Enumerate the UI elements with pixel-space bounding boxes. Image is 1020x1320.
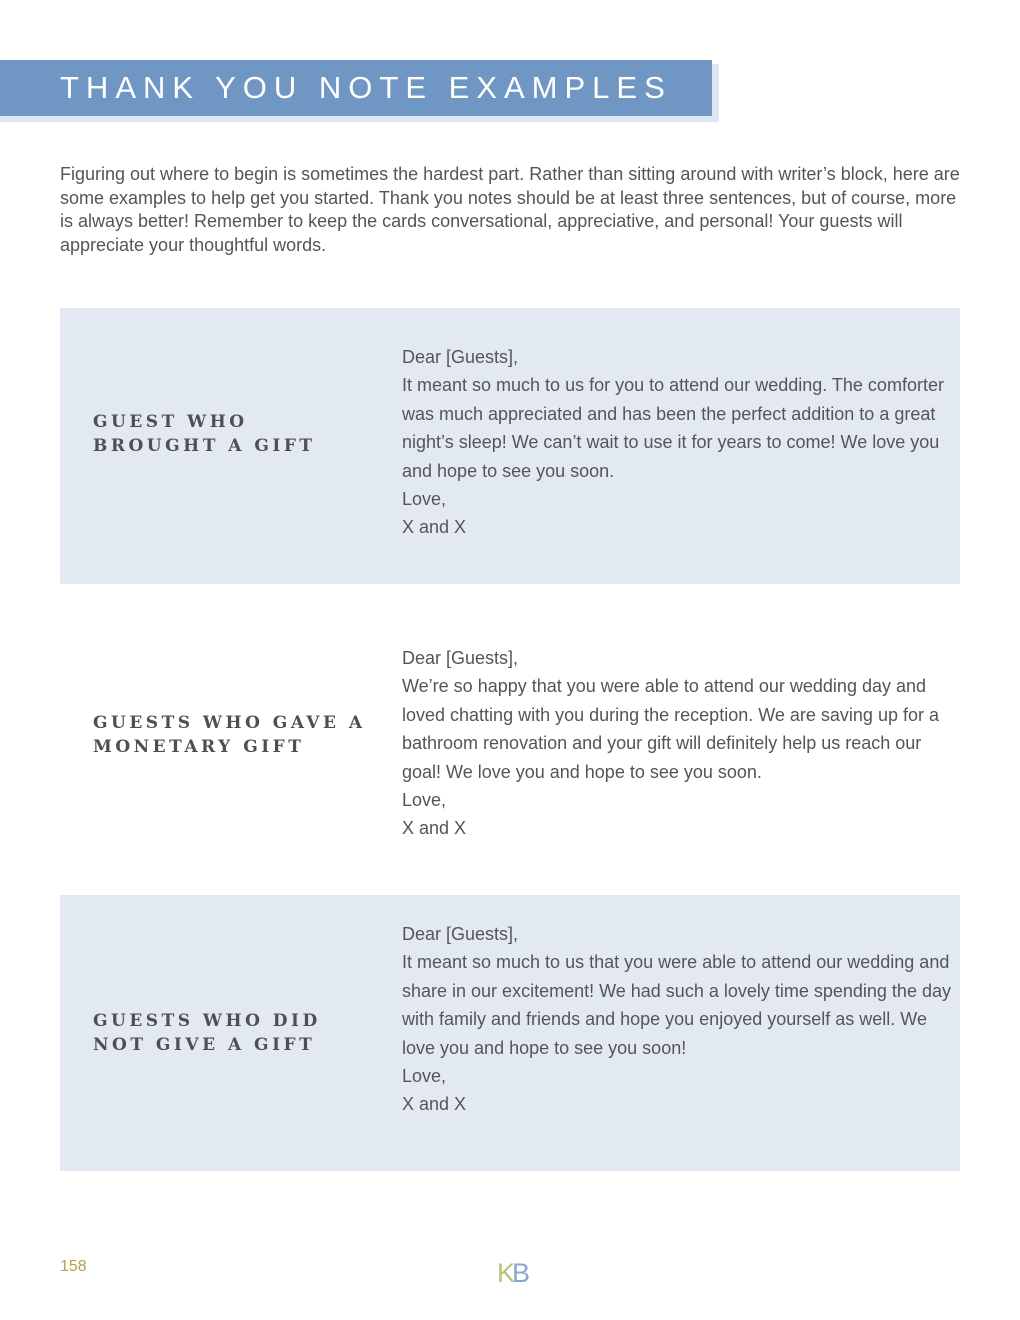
logo-letter: B xyxy=(512,1258,528,1288)
section-label-line: NOT GIVE A GIFT xyxy=(93,1035,316,1055)
letter-body: We’re so happy that you were able to attend our wedding day and loved chatting with you during the reception. We are saving up for a bathroom renovation and your gift will definitely help us reach our goal! We love you and hope to see you soon. xyxy=(402,676,939,782)
note-section-gift xyxy=(60,308,960,584)
letter-greeting: Dear [Guests], xyxy=(402,924,519,944)
section-label xyxy=(93,711,378,759)
letter-closing: Love, xyxy=(402,790,447,811)
kb-logo xyxy=(497,1258,527,1288)
letter-closing: Love, xyxy=(402,1066,447,1087)
letter-greeting: Dear [Guests], xyxy=(402,347,519,367)
note-section-monetary xyxy=(60,609,960,885)
letter-closing: Love, xyxy=(402,489,447,510)
example-letter xyxy=(402,644,952,843)
letter-body: It meant so much to us for you to attend our wedding. The comforter was much appreciated and has been the perfect addition to a great night’s sleep! We can’t wait to use it for years to come! We love you and hope to see you soon. xyxy=(402,375,944,481)
letter-signature: X and X xyxy=(402,1094,467,1115)
section-label-line: GUESTS WHO GAVE A xyxy=(93,713,366,733)
section-label-line: BROUGHT A GIFT xyxy=(93,436,316,456)
note-section-no-gift xyxy=(60,895,960,1171)
letter-greeting: Dear [Guests], xyxy=(402,648,519,668)
logo-letter: K xyxy=(497,1258,513,1288)
page-number: 158 xyxy=(60,1258,87,1275)
section-label-line: GUESTS WHO DID xyxy=(93,1011,321,1031)
intro-paragraph: Figuring out where to begin is sometimes the hardest part. Rather than sitting around with writer’s block, here are some examples to help get you started. Thank you notes should be at least three sentences, but of course, more is always better! Remember to keep the cards conversational, appreciative, and personal! Your guests will appreciate your thoughtful words. xyxy=(60,164,960,255)
example-letter xyxy=(402,920,952,1119)
letter-signature: X and X xyxy=(402,517,467,538)
section-label xyxy=(93,410,363,458)
page-title: THANK YOU NOTE EXAMPLES xyxy=(60,70,672,105)
letter-signature: X and X xyxy=(402,818,467,839)
section-label-line: GUEST WHO xyxy=(93,412,248,432)
section-label xyxy=(93,1009,363,1057)
example-letter xyxy=(402,343,952,542)
letter-body: It meant so much to us that you were able to attend our wedding and share in our excitement! We had such a lovely time spending the day with family and friends and hope you enjoyed yourself as well. We love you and hope to see you soon! xyxy=(402,952,951,1058)
section-label-line: MONETARY GIFT xyxy=(93,737,305,757)
